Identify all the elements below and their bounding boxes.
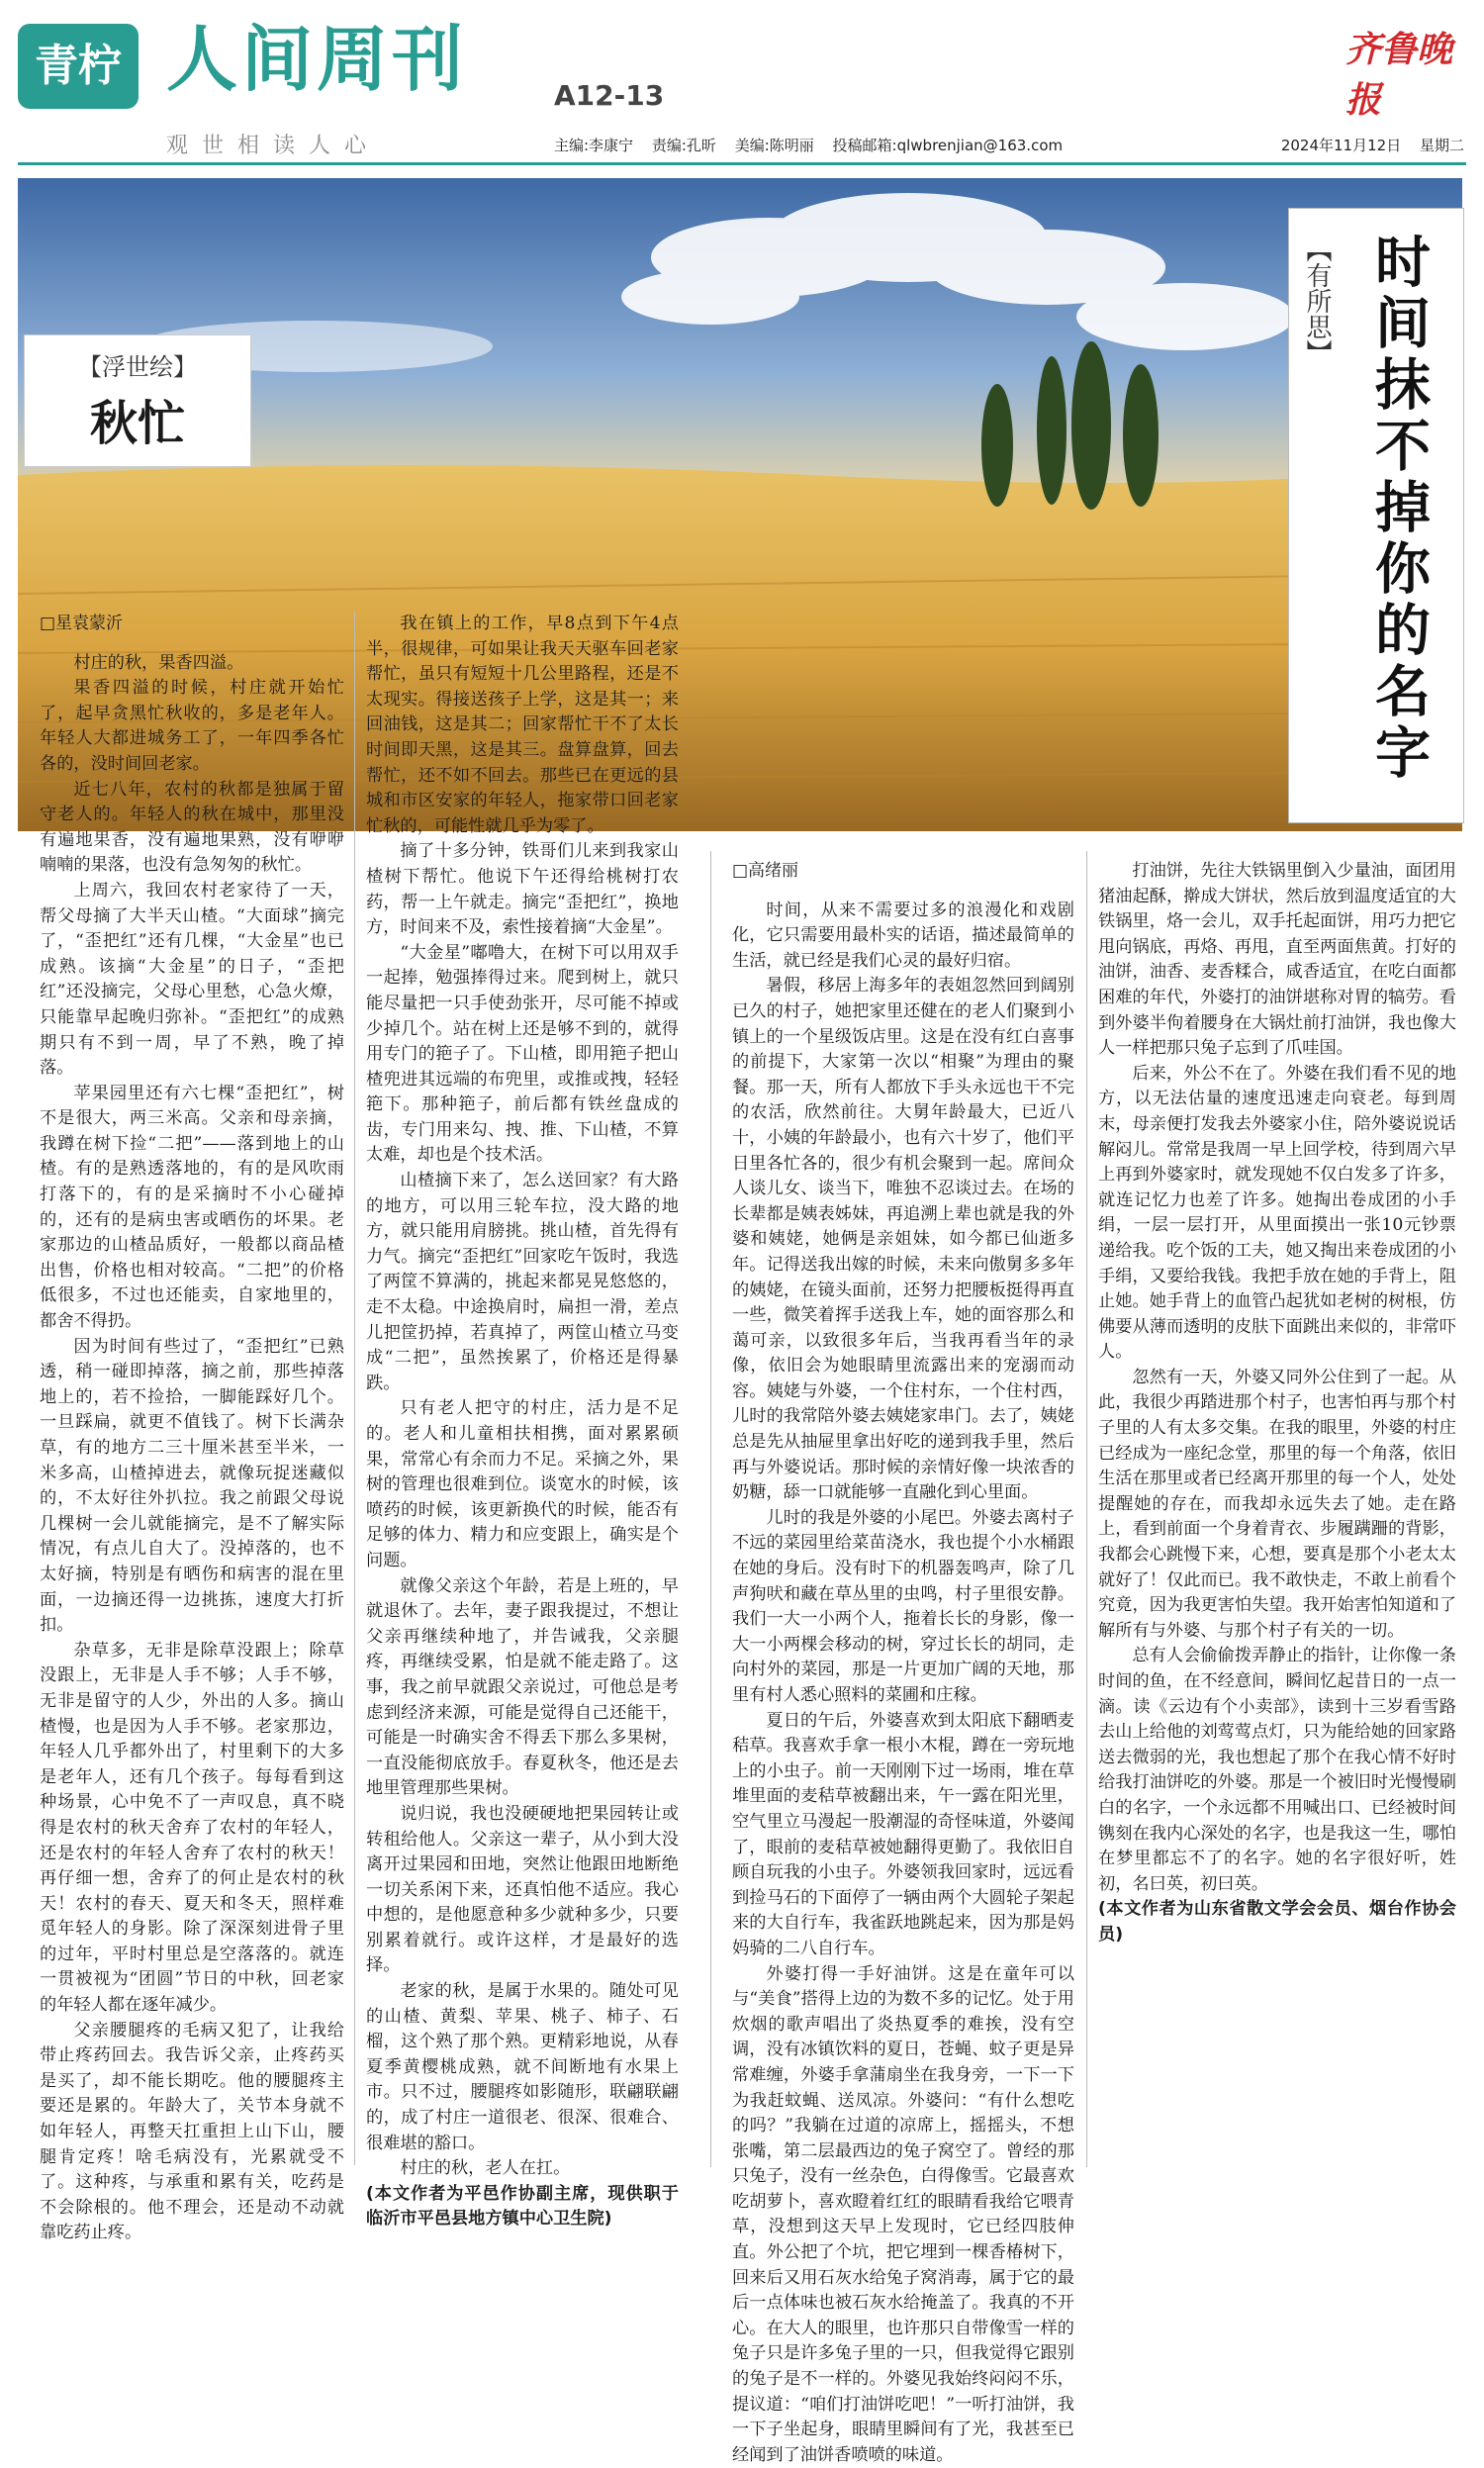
paragraph: 打油饼，先往大铁锅里倒入少量油，面团用猪油起酥，擀成大饼状，然后放到温度适宜的大铁锅里，烙一会儿，双手托起面饼，用巧力把它甩向锅底，再烙、再甩，直至两面焦黄。打好的油饼，油香、麦香糅合，咸香适宜，在吃白面都困难的年代，外婆打的油饼堪称对胃的犒劳。看到外婆半佝着腰身在大锅灶前打油饼，我也像大人一样把那只兔子忘到了爪哇国。 — [1098, 861, 1456, 1059]
column-logo: 青柠 — [18, 24, 139, 109]
article-title: 秋忙 — [89, 396, 185, 451]
author-note: (本文作者为山东省散文学会会员、烟台作协会员) — [1098, 1899, 1456, 1945]
byline: □高绪丽 — [732, 861, 799, 881]
paragraph: 外婆打得一手好油饼。这是在童年可以与“美食”搭得上边的为数不多的记忆。处于用炊烟的歌声唱出了炎热夏季的难挨，没有空调，没有冰镇饮料的夏日，苍蝇、蚊子更是异常难缠，外婆手拿蒲扇坐在我身旁，一下一下为我赶蚊蝇、送凤凉。外婆问：“有什么想吃的吗？”我躺在过道的凉席上，摇摇头，不想张嘴，第二层最西边的兔子窝空了。曾经的那只兔子，没有一丝杂色，白得像雪。它最喜欢吃胡萝卜，喜欢瞪着红红的眼睛看我给它喂青草，没想到这天早上发现时，它已经四肢伸直。外公把了个坑，把它埋到一棵香椿树下，回来后又用石灰水给兔子窝消毒，属于它的最后一点体味也被石灰水给掩盖了。我真的不开心。在大人的眼里，也许那只自带像雪一样的兔子只是许多兔子里的一只，但我觉得它跟别的兔子是不一样的。外婆见我始终闷闷不乐，提议道：“咱们打油饼吃吧！”一听打油饼，我一下子坐起身，眼睛里瞬间有了光，我甚至已经闻到了油饼香喷喷的味道。 — [732, 1963, 1074, 2465]
slogan: 观世相读人心 — [166, 134, 381, 158]
paragraph: 时间，从来不需要过多的浪漫化和戏剧化，它只需要用最朴实的话语，描述最简单的生活，就已经是我们心灵的最好归宿。 — [732, 900, 1074, 971]
article1-col1 — [40, 612, 344, 2243]
paragraph: 暑假，移居上海多年的表姐忽然回到阔别已久的村子，她把家里还健在的老人们聚到小镇上的一个星级饭店里。这是在没有红白喜事的前提下，大家第一次以“相聚”为理由的聚餐。那一天，所有人都放下手头永远也干不完的农活，欣然前往。大舅年龄最大，已近八十，小姨的年龄最小，也有六十岁了，他们平日里各忙各的，很少有机会聚到一起。席间众人谈儿女、谈当下，唯独不忍谈过去。在场的长辈都是姨表姊妹，再追溯上辈也就是我的外婆和姨姥，她俩是亲姐妹，如今都已仙逝多年。记得送我出嫁的时候，未来向傲舅多多年的姨姥，在镜头面前，还努力把腰板挺得再直一些，微笑着挥手送我上车，她的面容那么和蔼可亲，以致很多年后，当我再看当年的录像，依旧会为她眼睛里流露出来的宠溺而动容。姨姥与外婆，一个住村东，一个住村西，儿时的我常陪外婆去姨姥家串门。去了，姨姥总是先从抽屉里拿出好吃的递到我手里，然后再与外婆说话。那时候的亲情好像一块浓香的奶糖，舔一口就能够一直融化到心里面。 — [732, 976, 1074, 1503]
paragraph: 我在镇上的工作，早8点到下午4点半，很规律，可如果让我天天驱车回老家帮忙，虽只有短短十几公里路程，还是不太现实。得接送孩子上学，这是其一；来回油钱，这是其二；回家帮忙干不了太长时间即天黑，这是其三。盘算盘算，回去帮忙，还不如不回去。那些已在更远的县城和市区安家的年轻人，拖家带口回老家忙秋的，可能性就几乎为零了。 — [366, 614, 679, 836]
paragraph: 村庄的秋，老人在扛。 — [400, 2158, 571, 2179]
article2-col1 — [732, 859, 1074, 2465]
paragraph: 近七八年，农村的秋都是独属于留守老人的。年轻人的秋在城中，那里没有遍地果香，没有遍地果熟，没有咿咿喃喃的果落，也没有急匆匆的秋忙。 — [40, 779, 344, 876]
paragraph: 山楂摘下来了，怎么送回家？有大路的地方，可以用三轮车拉，没大路的地方，就只能用肩膀挑。挑山楂，首先得有力气。摘完“歪把红”回家吃午饭时，我选了两筐不算满的，挑起来都晃晃悠悠的，走不太稳。中途换肩时，扁担一滑，差点儿把筐扔掉，若真掉了，两筐山楂立马变成“二把”，虽然挨累了，价格还是得暴跌。 — [366, 1171, 679, 1393]
paragraph: 说归说，我也没硬硬地把果园转让或转租给他人。父亲这一辈子，从小到大没离开过果园和田地，突然让他跟田地断绝一切关系闲下来，还真怕他不适应。我心中想的，是他愿意种多少就种多少，只要别累着就行。或许这样，才是最好的选择。 — [366, 1803, 679, 1976]
paragraph: 忽然有一天，外婆又同外公住到了一起。从此，我很少再踏进那个村子，也害怕再与那个村子里的人有太多交集。在我的眼里，外婆的村庄已经成为一座纪念堂，那里的每一个角落，依旧生活在那里或者已经离开那里的每一个人，处处提醒她的存在，而我却永远失去了她。走在路上，看到前面一个身着青衣、步履蹒跚的背影，我都会心跳慢下来，心想，要真是那个小老太太就好了！仅此而已。我不敢快走，不敢上前看个究竟，因为我更害怕失望。我开始害怕知道和了解所有与外婆、与那个村子有关的一切。 — [1098, 1367, 1456, 1641]
editor: 主编:李康宁 — [554, 137, 634, 154]
issue-date: 2024年11月12日 — [1280, 137, 1402, 154]
paragraph: 儿时的我是外婆的小尾巴。外婆去离村子不远的菜园里给菜苗浇水，我也提个小水桶跟在她的身后。没有时下的机器轰鸣声，除了几声狗吠和藏在草丛里的虫鸣，村子里很安静。我们一大一小两个人，拖着长长的身影，像一大一小两棵会移动的树，穿过长长的胡同，走向村外的菜园，那是一片更加广阔的天地，那里有村人悉心照料的菜圃和庄稼。 — [732, 1507, 1074, 1705]
paragraph: 杂草多，无非是除草没跟上；除草没跟上，无非是人手不够；人手不够，无非是留守的人少，外出的人多。摘山楂慢，也是因为人手不够。老家那边，年轻人几乎都外出了，村里剩下的大多是老年人，还有几个孩子。每每看到这种场景，心中免不了一声叹息，真不晓得是农村的秋天舍弃了农村的年轻人，还是农村的年轻人舍弃了农村的秋天！再仔细一想，舍弃了的何止是农村的秋天！农村的春天、夏天和冬天，照样难觅年轻人的身影。除了深深刻进骨子里的过年，平时村里总是空落落的。就连一贯被视为“团圆”节日的中秋，回老家的年轻人都在逐年减少。 — [40, 1640, 344, 2016]
paragraph: 因为时间有些过了，“歪把红”已熟透，稍一碰即掉落，摘之前，那些掉落地上的，若不捡拾，一脚能踩好几个。一旦踩扁，就更不值钱了。树下长满杂草，有的地方二三十厘米甚至半米，一米多高，山楂掉进去，就像玩捉迷藏似的，不太好往外扒拉。我之前跟父母说几棵树一会儿就能摘完，是不了解实际情况，有点儿自大了。没掉落的，也不太好摘，特别是有晒伤和病害的混在里面，一边摘还得一边挑拣，速度大打折扣。 — [40, 1336, 344, 1636]
paragraph: 村庄的秋，果香四溢。 — [73, 652, 244, 673]
page-title: 人间周刊 — [166, 17, 468, 101]
dateline — [1267, 135, 1464, 155]
byline: □星袁蒙沂 — [40, 614, 124, 633]
masthead-rule — [18, 162, 1466, 165]
issue-weekday: 星期二 — [1419, 137, 1464, 154]
credits — [554, 135, 1076, 155]
paragraph: 夏日的午后，外婆喜欢到太阳底下翻晒麦秸草。我喜欢手拿一根小木棍，蹲在一旁玩地上的小虫子。前一天刚刚下过一场雨，堆在草堆里面的麦秸草被翻出来，午一露在阳光里，空气里立马漫起一股潮湿的奇怪味道，外婆闻了，眼前的麦秸草被她翻得更勤了。我依旧自顾自玩我的小虫子。外婆领我回家时，远远看到捡马石的下面停了一辆由两个大圆轮子架起来的大自行车，我雀跃地跳起来，因为那是妈妈骑的二八自行车。 — [732, 1710, 1074, 1958]
paragraph: 上周六，我回农村老家待了一天，帮父母摘了大半天山楂。“大面球”摘完了，“歪把红”还有几棵，“大金星”也已成熟。该摘“大金星”的日子，“歪把红”还没摘完，父母心里愁，心急火燎，只能靠早起晚归弥补。“歪把红”的成熟期只有不到一周，早了不熟，晚了掉落。 — [40, 880, 344, 1079]
paragraph: 总有人会偷偷拨弄静止的指针，让你像一条时间的鱼，在不经意间，瞬间忆起昔日的一点一滴。读《云边有个小卖部》，读到十三岁看雪路去山上给他的刘莺莺点灯，只为能给她的回家路送去微弱的光，我也想起了那个在我心情不好时给我打油饼吃的外婆。那是一个被旧时光慢慢刷白的名字，一个永远都不用喊出口、已经被时间镌刻在我内心深处的名字，也是我这一生，哪怕在梦里都忘不了的名字。她的名字很好听，姓初，名曰英，初曰英。 — [1098, 1646, 1456, 1894]
paragraph: 只有老人把守的村庄，活力是不足的。老人和儿童相扶相携，面对累累硕果，常常心有余而力不足。采摘之外，果树的管理也很难到位。谈宽水的时候，该喷药的时候，该更新换代的时候，能否有足够的体力、精力和应变跟上，确实是个问题。 — [366, 1398, 679, 1570]
duty-editor: 责编:孔昕 — [651, 137, 716, 154]
column-label-right — [1288, 208, 1464, 823]
paragraph: 后来，外公不在了。外婆在我们看不见的地方，以无法估量的速度迅速走向衰老。每到周末，母亲便打发我去外婆家小住，陪外婆说说话解闷儿。常常是我周一早上回学校，待到周六早上再到外婆家时，就发现她不仅白发多了许多，就连记忆力也差了许多。她掏出卷成团的小手绢，一层一层打开，从里面摸出一张10元钞票递给我。吃个饭的工夫，她又掏出来卷成团的小手绢，又要给我钱。我把手放在她的手背上，阻止她。她手背上的血管凸起犹如老树的树根，仿佛要从薄而透明的皮肤下面跳出来似的，非常吓人。 — [1098, 1063, 1456, 1363]
submission-email: 投稿邮箱:qlwbrenjian@163.com — [832, 137, 1064, 154]
paragraph: 果香四溢的时候，村庄就开始忙了，起早贪黑忙秋收的，多是老年人。年轻人大都进城务工了，一年四季各忙各的，没时间回老家。 — [40, 678, 344, 774]
paragraph: “大金星”嘟噜大，在树下可以用双手一起捧，勉强捧得过来。爬到树上，就只能尽量把一只手使劲张开，尽可能不掉或少掉几个。站在树上还是够不到的，就得用专门的筢子了。下山楂，即用筢子把山楂兜进其远端的布兜里，或推或拽，轻轻筢下。那种筢子，前后都有铁丝盘成的齿，专门用来勾、拽、推、下山楂，不算太难，却也是个技术活。 — [366, 942, 679, 1166]
column-tag: 【浮世绘】 — [78, 353, 197, 381]
paragraph: 老家的秋，是属于水果的。随处可见的山楂、黄梨、苹果、桃子、柿子、石榴，这个熟了那个熟。更精彩地说，从春夏季黄樱桃成熟，就不间断地有水果上市。只不过，腰腿疼如影随形，联翩联翩的，成了村庄一道很老、很深、很难合、很难堪的豁口。 — [366, 1981, 679, 2153]
column-label-left — [24, 334, 251, 467]
column-divider — [1086, 851, 1087, 2167]
paragraph: 苹果园里还有六七棵“歪把红”，树不是很大，两三米高。父亲和母亲摘，我蹲在树下捡“二把”——落到地上的山楂。有的是熟透落地的，有的是风吹雨打落下的，有的是采摘时不小心碰掉的，还有的是病虫害或晒伤的坏果。老家那边的山楂品质好，一般都以商品楂出售，价格也相对较高。“二把”的价格低很多，不过也还能卖，自家地里的，都舍不得扔。 — [40, 1083, 344, 1332]
art-editor: 美编:陈明丽 — [734, 137, 814, 154]
article1-col2 — [366, 612, 679, 2230]
column-tag: 【有所思】 — [1302, 237, 1332, 365]
article2-col2 — [1098, 859, 1456, 2167]
paragraph: 父亲腰腿疼的毛病又犯了，让我给带止疼药回去。我告诉父亲，止疼药买是买了，却不能长期吃。他的腰腿疼主要还是累的。年龄大了，关节本身就不如年轻人，再整天扛重担上山下山，腰腿肯定疼！啥毛病没有，光累就受不了。这种疼，与承重和累有关，吃药是不会除根的。他不理会，还是动不动就靠吃药止疼。 — [40, 2020, 344, 2243]
newspaper-name: 齐鲁晚报 — [1345, 29, 1453, 121]
column-divider — [354, 612, 355, 2165]
article-title: 时间抹不掉你的名字 — [1366, 233, 1432, 785]
page-number: A12-13 — [554, 79, 665, 112]
paragraph: 就像父亲这个年龄，若是上班的，早就退休了。去年，妻子跟我提过，不想让父亲再继续种地了，并告诫我，父亲腿疼，再继续受累，怕是就不能走路了。这事，我之前早就跟父亲说过，可他总是考虑到经济来源，可能是觉得自己还能干，可能是一时确实舍不得丢下那么多果树，一直没能彻底放手。春夏秋冬，他还是去地里管理那些果树。 — [366, 1575, 679, 1799]
paragraph: 摘了十多分钟，铁哥们儿来到我家山楂树下帮忙。他说下午还得给桃树打农药，帮一上午就走。摘完“歪把红”，换地方，时间来不及，索性接着摘“大金星”。 — [366, 841, 679, 938]
article-divider — [710, 851, 711, 2167]
author-note: (本文作者为平邑作协副主席，现供职于临沂市平邑县地方镇中心卫生院) — [366, 2183, 679, 2230]
